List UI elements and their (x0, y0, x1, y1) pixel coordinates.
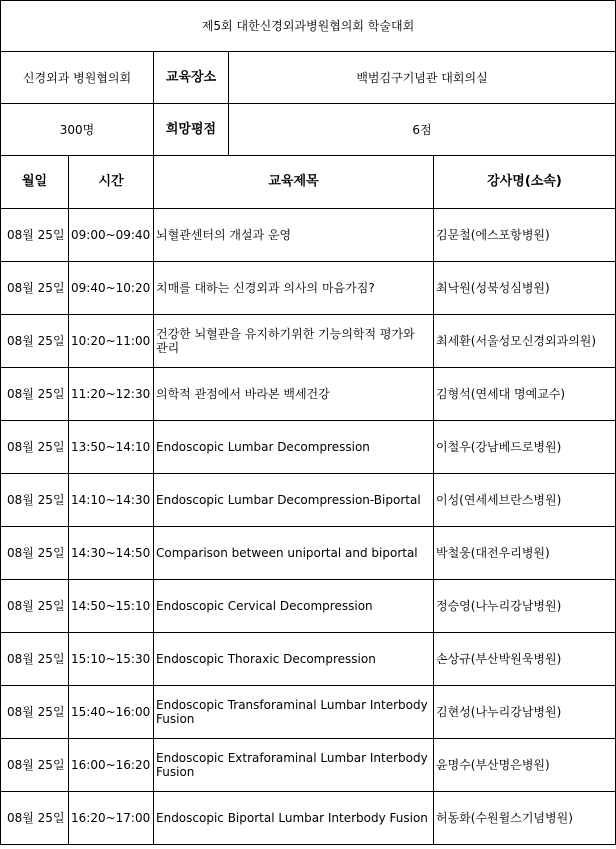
session-topic: Endoscopic Lumbar Decompression (154, 421, 434, 474)
session-speaker: 박철웅(대전우리병원) (434, 527, 616, 580)
session-date: 08월 25일 (1, 209, 69, 262)
header-topic: 교육제목 (154, 156, 434, 209)
session-speaker: 정승영(나누리강남병원) (434, 580, 616, 633)
session-date: 08월 25일 (1, 580, 69, 633)
session-topic: Endoscopic Thoraxic Decompression (154, 633, 434, 686)
venue: 백범김구기념관 대회의실 (229, 52, 616, 104)
session-speaker: 최세환(서울성모신경외과의원) (434, 315, 616, 368)
session-date: 08월 25일 (1, 792, 69, 845)
session-date: 08월 25일 (1, 368, 69, 421)
header-time: 시간 (69, 156, 154, 209)
session-topic: Endoscopic Lumbar Decompression-Biportal (154, 474, 434, 527)
session-time: 10:20~11:00 (69, 315, 154, 368)
attendance: 300명 (1, 104, 154, 156)
session-time: 16:20~17:00 (69, 792, 154, 845)
table-row (1, 580, 616, 633)
table-row (1, 739, 616, 792)
event-title: 제5회 대한신경외과병원협의회 학술대회 (1, 1, 616, 52)
session-topic: Comparison between uniportal and biportal (154, 527, 434, 580)
organizer: 신경외과 병원협의회 (1, 52, 154, 104)
table-row (1, 792, 616, 845)
table-row (1, 474, 616, 527)
header-date: 월일 (1, 156, 69, 209)
session-time: 15:40~16:00 (69, 686, 154, 739)
session-speaker: 최낙원(성북성심병원) (434, 262, 616, 315)
session-speaker: 김문철(에스포항병원) (434, 209, 616, 262)
session-topic: Endoscopic Biportal Lumbar Interbody Fusion (154, 792, 434, 845)
session-time: 13:50~14:10 (69, 421, 154, 474)
session-date: 08월 25일 (1, 527, 69, 580)
session-time: 14:30~14:50 (69, 527, 154, 580)
session-topic: Endoscopic Cervical Decompression (154, 580, 434, 633)
session-speaker: 이성(연세세브란스병원) (434, 474, 616, 527)
session-date: 08월 25일 (1, 686, 69, 739)
table-row (1, 368, 616, 421)
session-time: 09:40~10:20 (69, 262, 154, 315)
session-time: 11:20~12:30 (69, 368, 154, 421)
session-speaker: 손상규(부산박원욱병원) (434, 633, 616, 686)
session-time: 14:50~15:10 (69, 580, 154, 633)
credit: 6점 (229, 104, 616, 156)
session-date: 08월 25일 (1, 421, 69, 474)
credit-label: 희망평점 (154, 104, 229, 156)
session-time: 09:00~09:40 (69, 209, 154, 262)
session-topic: Endoscopic Extraforaminal Lumbar Interbody Fusion (154, 739, 434, 792)
session-topic: 치매를 대하는 신경외과 의사의 마음가짐? (154, 262, 434, 315)
session-time: 16:00~16:20 (69, 739, 154, 792)
session-topic: 의학적 관점에서 바라본 백세건강 (154, 368, 434, 421)
table-row (1, 421, 616, 474)
session-speaker: 윤명수(부산명은병원) (434, 739, 616, 792)
session-date: 08월 25일 (1, 262, 69, 315)
venue-label: 교육장소 (154, 52, 229, 104)
session-time: 14:10~14:30 (69, 474, 154, 527)
session-speaker: 허동화(수원윌스기념병원) (434, 792, 616, 845)
header-speaker: 강사명(소속) (434, 156, 616, 209)
session-date: 08월 25일 (1, 633, 69, 686)
session-time: 15:10~15:30 (69, 633, 154, 686)
table-row (1, 209, 616, 262)
session-date: 08월 25일 (1, 315, 69, 368)
table-row (1, 315, 616, 368)
session-speaker: 김형석(연세대 명예교수) (434, 368, 616, 421)
session-date: 08월 25일 (1, 739, 69, 792)
session-topic: Endoscopic Transforaminal Lumbar Interbody Fusion (154, 686, 434, 739)
table-row (1, 633, 616, 686)
table-row (1, 262, 616, 315)
table-row (1, 527, 616, 580)
session-speaker: 이철우(강남베드로병원) (434, 421, 616, 474)
session-topic: 건강한 뇌혈관을 유지하기위한 기능의학적 평가와 관리 (154, 315, 434, 368)
table-row (1, 686, 616, 739)
session-topic: 뇌혈관센터의 개설과 운영 (154, 209, 434, 262)
session-speaker: 김현성(나누리강남병원) (434, 686, 616, 739)
session-date: 08월 25일 (1, 474, 69, 527)
